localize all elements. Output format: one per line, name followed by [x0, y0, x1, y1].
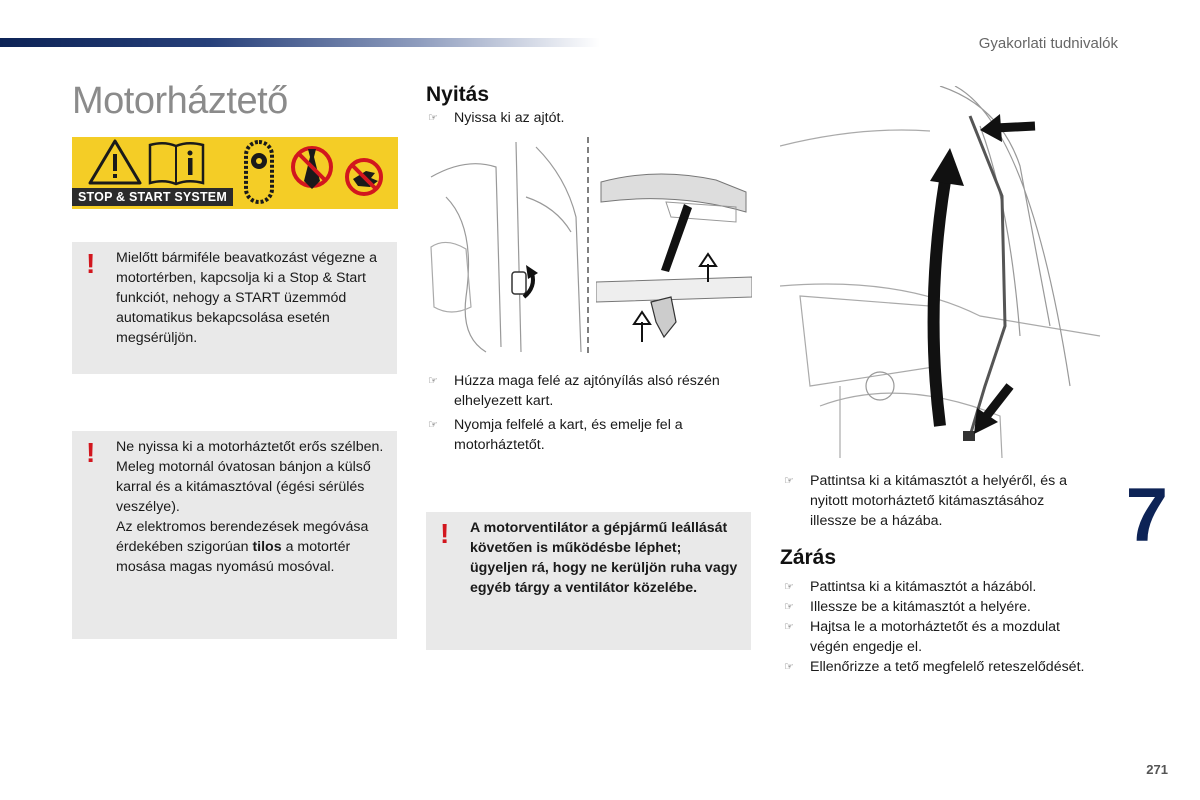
- pointer-hand-icon: ☞: [784, 621, 794, 633]
- warning-text: [116, 437, 385, 577]
- no-tie-icon: [293, 148, 331, 189]
- prop-step-list: [782, 471, 1092, 535]
- opening-step-list: [426, 108, 756, 132]
- list-item: ☞ Pattintsa ki a kitámasztót a helyéről, és a nyitott motorháztető kitámasztásához illessze be a házába.: [784, 473, 1068, 529]
- pointer-hand-icon: ☞: [784, 475, 794, 487]
- list-item: ☞ Pattintsa ki a kitámasztót a házából.: [784, 579, 1037, 595]
- pointer-hand-icon: ☞: [428, 419, 438, 431]
- pointer-hand-icon: ☞: [784, 581, 794, 593]
- warning-text: A motorventilátor a gépjármű leállását követően is működésbe léphet; ügyeljen rá, hogy ne kerüljön ruha vagy egyéb tárgy a ventilátor közelébe.: [470, 520, 738, 596]
- exclamation-icon: !: [86, 248, 96, 279]
- list-item: ☞ Illessze be a kitámasztót a helyére.: [784, 599, 1031, 615]
- pointer-hand-icon: ☞: [784, 661, 794, 673]
- warning-line: Ne nyissa ki a motorháztetőt erős szélben.: [116, 439, 384, 455]
- list-item: ☞ Nyissa ki az ajtót.: [428, 110, 565, 126]
- section-header: Gyakorlati tudnivalók: [978, 35, 1118, 52]
- stop-start-label: STOP & START SYSTEM: [72, 188, 233, 206]
- hood-release-illustration: [596, 162, 752, 355]
- warning-panel-fan: [426, 512, 751, 650]
- page-title: Motorháztető: [72, 80, 288, 122]
- no-hand-icon: [347, 160, 381, 194]
- hood-prop-illustration: [780, 86, 1102, 458]
- divider: [584, 137, 592, 355]
- warning-line: Meleg motornál óvatosan bánjon a külső karral és a kitámasztóval (égési sérülés veszélye).: [116, 459, 371, 515]
- list-item: ☞ Húzza maga felé az ajtónyílás alsó részén elhelyezett kart.: [428, 373, 720, 409]
- chapter-number: 7: [1125, 473, 1168, 558]
- door-lever-illustration: [426, 137, 586, 355]
- fan-belt-icon: [246, 142, 272, 202]
- warning-panel-hood: [72, 431, 397, 639]
- page-number: 271: [1146, 762, 1168, 777]
- list-item: ☞ Ellenőrizze a tető megfelelő reteszelődését.: [784, 659, 1085, 675]
- safety-banner: [72, 137, 398, 209]
- header-stripe: [0, 38, 600, 47]
- warning-text: Mielőtt bármiféle beavatkozást végezne a motortérben, kapcsolja ki a Stop & Start funkciót, nehogy a START üzemmód automatikus bekapcsolása esetén megsérüljön.: [116, 250, 378, 346]
- warning-triangle-icon: [90, 141, 140, 183]
- pointer-hand-icon: ☞: [784, 601, 794, 613]
- exclamation-icon: !: [440, 518, 450, 549]
- pointer-hand-icon: ☞: [428, 112, 438, 124]
- exclamation-icon: !: [86, 437, 96, 468]
- closing-heading: Zárás: [780, 546, 837, 569]
- warning-line: Az elektromos berendezések megóvása érdekében szigorúan tilos a motortér mosása magas nyomású mosóval.: [116, 519, 369, 575]
- closing-step-list: [782, 577, 1092, 677]
- list-item: ☞ Hajtsa le a motorháztetőt és a mozdulat végén engedje el.: [784, 619, 1060, 655]
- opening-step-list-2: [426, 371, 756, 459]
- list-item: ☞ Nyomja felfelé a kart, és emelje fel a motorháztetőt.: [428, 417, 683, 453]
- pointer-hand-icon: ☞: [428, 375, 438, 387]
- warning-panel-stop-start: [72, 242, 397, 374]
- emphasis: tilos: [252, 539, 282, 555]
- opening-heading: Nyitás: [426, 83, 490, 106]
- manual-book-icon: [150, 143, 203, 184]
